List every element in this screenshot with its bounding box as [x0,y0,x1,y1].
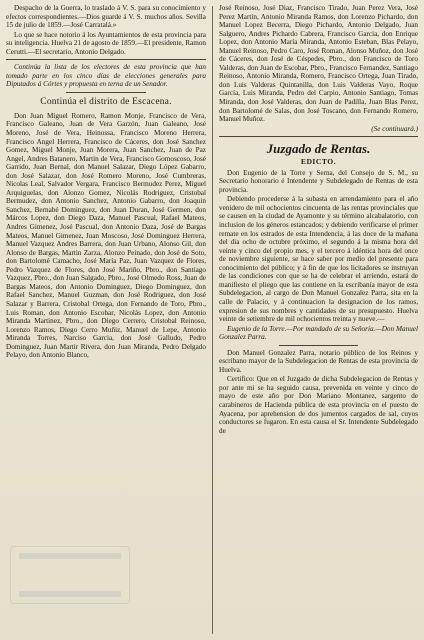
notice-paragraph: Lo que se hace notorio á los Ayuntamientos de esta provincia para su inteligencia. Huelva 21 de agosto de 1859.—El presidente, Ramon Cerutti.—El secretario, Antonio Delgado. [6,30,206,56]
to-be-continued-note: (Se continuará.) [371,124,418,133]
continuation-note: Continúa la lista de los electores de esta provincia que han tomado parte en los cinco días de elecciones generales para Diputados á Córtes y propuesta en terna de un Senador. [6,63,206,89]
electors-names-continued: José Reinoso, José Diaz, Francisco Tirado, Juan Perez Vera, José Perez Martín, Antonio Miranda Ramos, don Lorenzo Pichardo, don Manuel Lopez Becerra, Diego Pichardo, Antonio Delgado, Juan Salguero, Andres Pichardo Cabrera, Francisco Garcia, don Enrique Lopez, don Antonio María Miranda, Antonio Esteban, Blas Pelayo, Manuel Reinoso, Pedro Caro, José Roman, Alonso Muñoz, don José de Cáceres, don José de Céspedes, Pbro., don Francisco de Toro Valderas, don Juan de Escobar, Pbro., Francisco Fernandez, Santiago Reinoso, Antonio Miranda, Romero, Francisco Ortega, Juan Tirado, don Luis Valderas Quintanilla, don Luis Valderas Vayo, Roque García, Luis Miranda, Pedro del Carpio, Antonio Santiago, Tomas Miranda, don José Valderas, don Juan de Padilla, Juan Blas Perez, don Bartolomé de Salas, don José Toscano, don Fernando Romero, Manuel Muñoz. [219,4,418,124]
certificate-body: Certifico: Que en el Juzgado de dicha Subdelegacion de Rentas y por ante mi se ha seguido causa, prevenida en veinte y cinco de mayo de este año por Don Mariano Montanez, sargento de carabineros de Hacienda pública de esta provincia en el puesto de Ayacena, por aprehension de dos jumentos cargados de sal, cuyos conductores se fugaron. En esta causa el Sr. Intendente Subdelegado de [219,375,418,435]
left-column [6,4,206,636]
edict-opening: Don Eugenio de la Torre y Serna, del Consejo de S. M., su Secretario honorario é Intendente y Subdelegado de Rentas de esta provincia. [219,168,418,194]
section-divider [219,136,418,137]
certificate-opening: Don Manuel Gonzalez Parra, notario público de los Reinos y escribano mayor de la Subdelegacion de Rentas de esta provincia de Huelva. [219,348,418,374]
right-column [219,4,418,636]
column-divider [212,6,213,634]
juzgado-heading: Juzgado de Rentas. [266,141,371,157]
short-divider [66,92,146,93]
electors-names-list: Don Juan Miguel Romero, Ramon Monje, Francisco de Vera, Francisco Galeano, Juan de Vera Garzón, Juan Galeano, José Moreno, José de Vera, Heinossa, Francisco Moreno Herrera, Francisco Angel Herrera, Francisco de Cáceres, don José Sanchez Gomez, Miguel Monje, Juan Morera, Juan Sanchez, Juan de Paz Angel, Andres Batanero, Martin de Vera, Francisco Gomoscoso, José Garrido, Juan Bernal, don Manuel Salazar, Diego López Gabarro, don José Salazar, don José Romero Moreno, José Cumbreras, Nicolas Leal, Salvador Vergara, Francisco Bermudez Perez, Miguel Arquiguelas, don Alonzo Gomez, Nicolás Rodriguez, Cristobal Bermudez, don Antonio Sanchez, Antonio Gabarro, don Joaquin Sanchez, Bernabé Dominguez, don Juan Duran, José Germen, don Márcos Lopez, don Diego Daza, Manuel Pascual, Rafael Mateos, Andres Gimenez, José Pascual, don Antonio Daza, José de Bargas Mateos, Manuel Gimenez, Juan Moscoso, José Dominguez Herrera, Manuel Vazquez Andres Barrera, don Juan Urbano, Alonso Gil, don Alonso de Bargas, Martin Zarza, Alonzo Peinado, don José de Soto, don Bartolomé Camacho, José María Paz, Juan Vazquez de Flores, Pedro Vazquez de Flores, don José Mariño, Pbro., don Santiago Vazquez, Pbro., don Juan Salgado, Pbro., José Olmedo Ross, Juan de Bargas Mateos, don Antonio Dominguez, Diego Dominguez, don Rafael Sanchez, Manuel Guzman, don José Rodriguez, don José Salazar y Barrera, Cristobal Ortega, don Fernando de Toro, Pbro., Luis Roman, don Antonio Escobar, Nicolás Lopez, don Antonio Miranda Martinez, Pbro., don Diego Cerrero, Cristobal Reinoso, Lorenzo Ramos, Diego Cerro Muñiz, Manuel de Lepe, Antonio Miranda Torres, Narciso Garcia, don José Galludo, Pedro Dominguez, Juan Martir Rivera, don Juan Miranda, Pedro Delgado Pelayo, don Antonio Blanco, [6,111,206,360]
district-heading: Continúa el distrito de Escacena. [40,96,172,107]
edict-label: EDICTO. [300,157,337,167]
edict-closing: Eugenio de la Torre.—Por mandado de su Señoría.—Don Manuel Gonzalez Parra. [219,324,418,342]
short-divider [279,345,358,346]
edict-body: Debiendo procederse á la subasta en arrendamiento para el año venidero de mil ochocientos cincuenta de las rentas provinciales que se causen en la ciudad de Ayamonte y su término alcabalatorio, con inclusion de los géneros estancados; y debiendo verificarse el primer remate en los estrados de esta Intendencia, á las doce de la mañana del dia ocho de octubre próximo, el segundo á la misma hora del veinte y cinco del propio mes, y el tercero á idéntica hora del once de noviembre siguiente, se hace saber por medio del presente para conocimiento del público; y á fin de que los licitadores se instruyan de las condiciones con que se ha de celebrar el arriendo, estará de manifiesto el pliego que las contiene en la escribanía mayor de esta Subdelegacion, al cargo de Don Manuel Gonzalez Parra, sita en la calle de Palacio, y á continuacion la designacion de los ramos, expresion de sus nombres y cantidades de su presupuesto. Huelva veinte de setiembre de mil ochocientos treinta y nueve.— [219,195,418,324]
section-divider [6,59,206,60]
dispatch-paragraph: Despacho de la Guerra, lo traslado á V. S. para su conocimiento y efectos correspondientes.—Dios guarde á V. S. muchos años. Sevilla 15 de julio de 1859.—José Carratalá.» [6,4,206,30]
